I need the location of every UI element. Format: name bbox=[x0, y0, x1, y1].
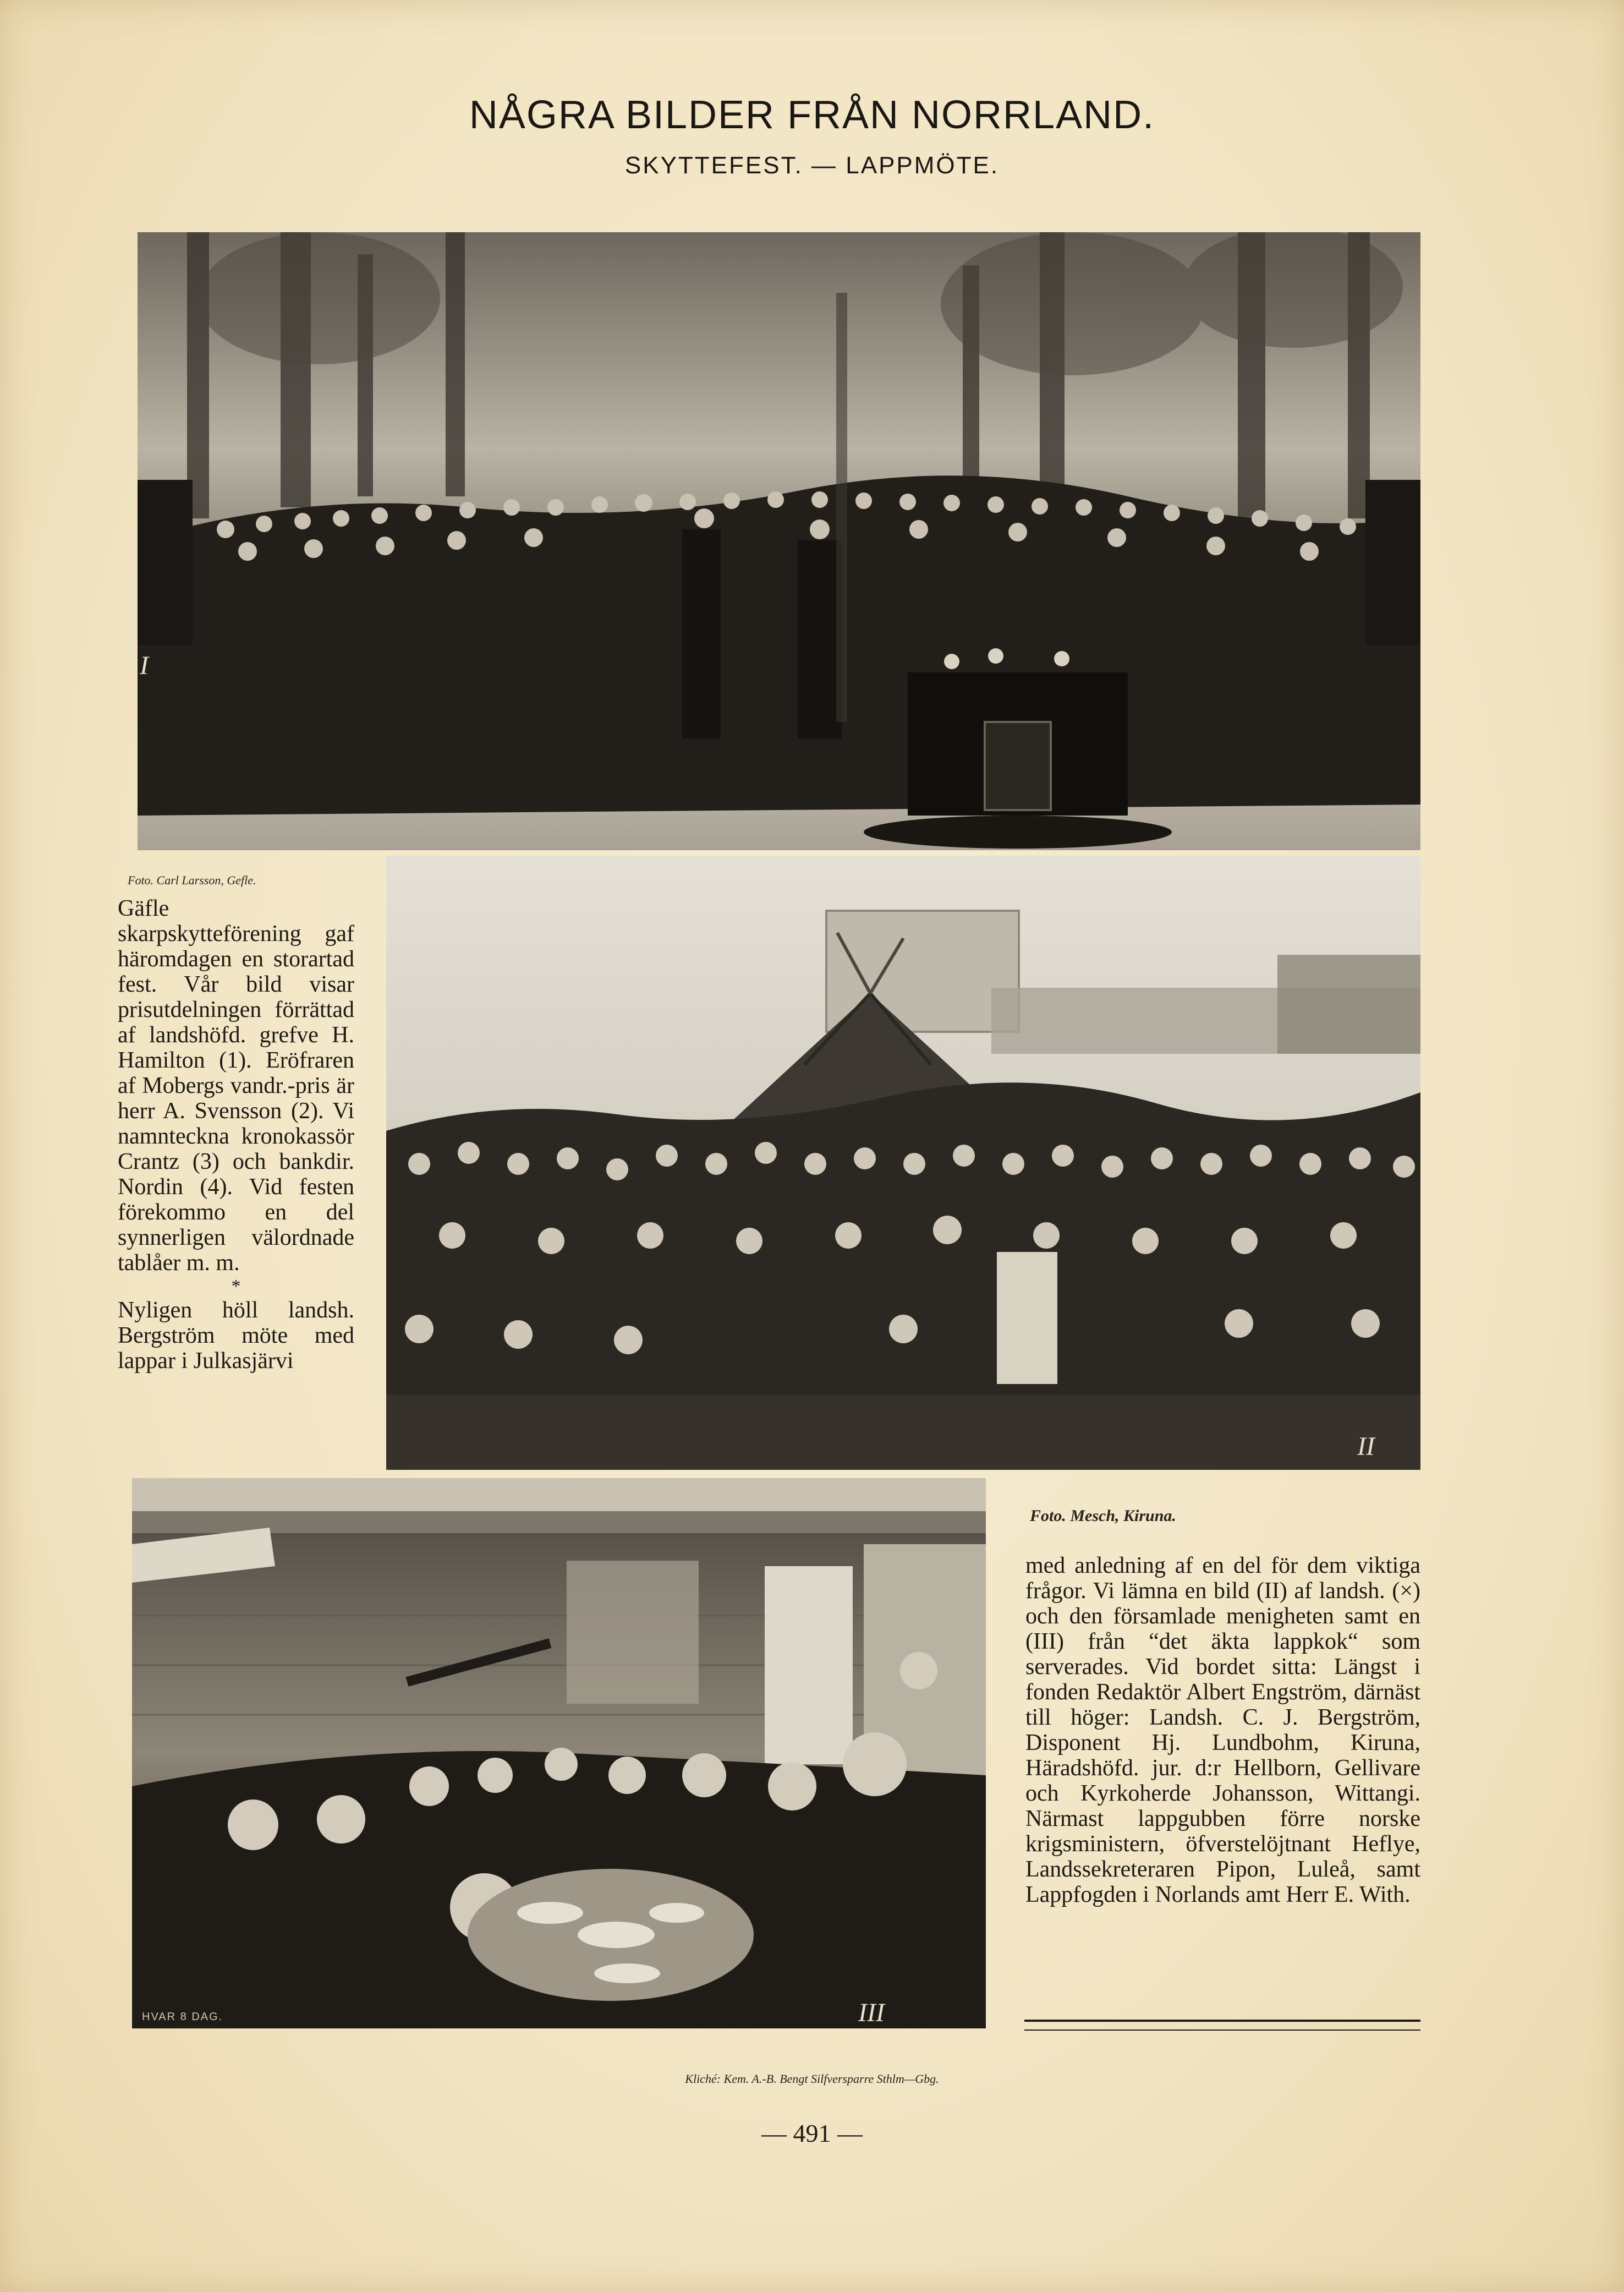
photo-sami-gathering-image bbox=[386, 856, 1420, 1470]
engraving-credit: Kliché: Kem. A.-B. Bengt Silfversparre Sthlm—Gbg. bbox=[685, 2072, 939, 2086]
photo-shooting-festival bbox=[138, 232, 1420, 850]
page-number: — 491 — bbox=[761, 2119, 863, 2147]
photo-credit-mesch: Foto. Mesch, Kiruna. bbox=[1030, 1507, 1176, 1525]
photo-numeral-two: II bbox=[1357, 1432, 1375, 1461]
photo-lapp-feast bbox=[132, 1478, 986, 2028]
shooting-festival-paragraph: Gäfle skarpskytteförening gaf häromdagen en storartad fest. Vår bild visar prisutdelningen förrättad af landshöfd. grefve H. Hamilton (1). Eröfraren af Mobergs vandr.-pris är herr A. Svensson (2). Vi namnteckna kronokassör Crantz (3) och bankdir. Nordin (4). Vid festen förekommo en del synnerligen välordnade tablåer m. m. bbox=[118, 896, 354, 1276]
photo-credit-larsson: Foto. Carl Larsson, Gefle. bbox=[128, 873, 256, 887]
photo-sami-gathering bbox=[386, 856, 1420, 1470]
photo-stamp: HVAR 8 DAG. bbox=[142, 2011, 223, 2023]
section-separator: * bbox=[231, 1276, 241, 1297]
closing-rule-top bbox=[1024, 2020, 1420, 2022]
left-text-column bbox=[118, 896, 354, 1374]
lapp-meeting-caption-paragraph: med anledning af en del för dem viktiga frågor. Vi lämna en bild (II) af landsh. (×) och den församlade menigheten samt en (III) från “det äkta lappkok“ som serverades. Vid bordet sitta: Längst i fonden Redaktör Albert Engström, därnäst till höger: Landsh. C. J. Bergström, Disponent Hj. Lundbohm, Kiruna, Häradshöfd. jur. d:r Hellborn, Gellivare och Kyrkoherde Johansson, Wittangi. Närmast lappgubben förre norske krigsministern, öfverstelöjtnant Heflye, Landssekreteraren Pipon, Luleå, samt Lappfogden i Norlands amt Herr E. With. bbox=[1025, 1553, 1420, 1907]
photo-numeral-one: I bbox=[140, 651, 149, 680]
page-subtitle: SKYTTEFEST. — LAPPMÖTE. bbox=[624, 152, 1000, 179]
closing-rule-bottom bbox=[1024, 2030, 1420, 2031]
lapp-meeting-intro-paragraph: Nyligen höll landsh. Bergström möte med lappar i Julkasjärvi bbox=[118, 1298, 354, 1374]
right-text-column bbox=[1025, 1553, 1420, 1907]
photo-numeral-three: III bbox=[858, 1998, 885, 2027]
page-title: NÅGRA BILDER FRÅN NORRLAND. bbox=[469, 93, 1155, 137]
photo-lapp-feast-image bbox=[132, 1478, 986, 2028]
photo-shooting-festival-image bbox=[138, 232, 1420, 850]
